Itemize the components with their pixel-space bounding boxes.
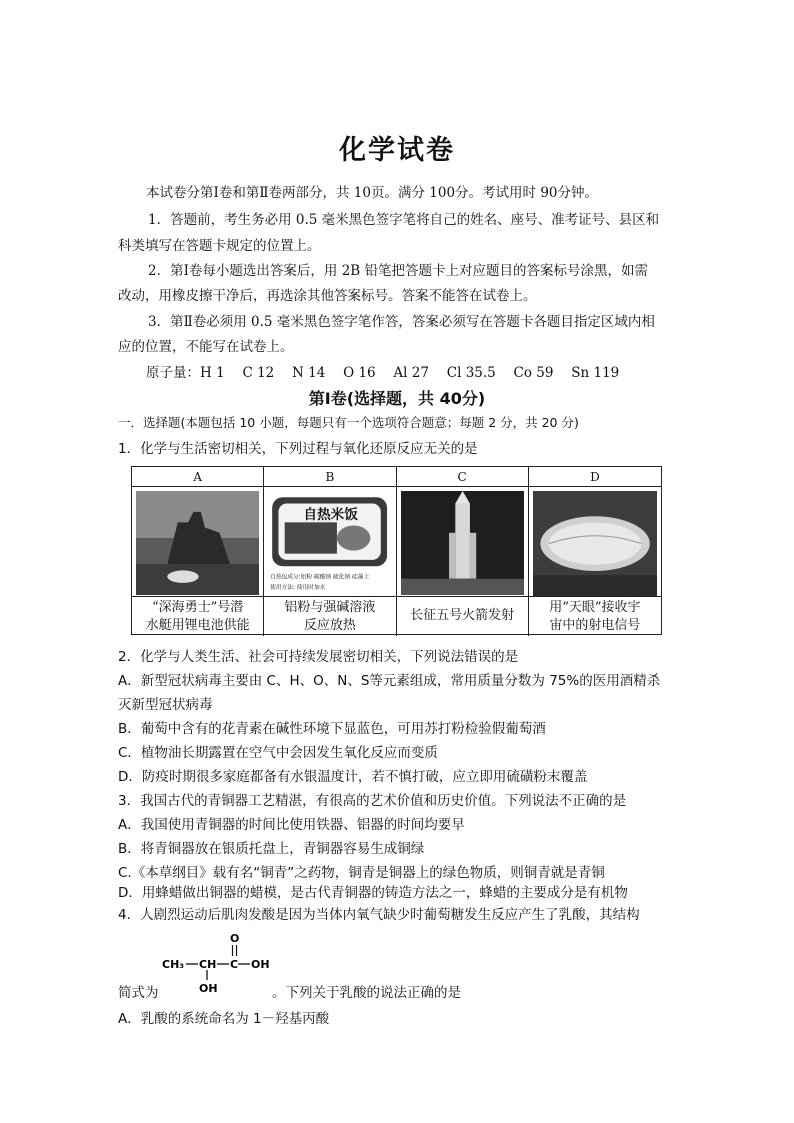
option-b-caption	[264, 597, 396, 636]
atomic-mass: 原子量：H 1 C 12 N 14 O 16 Al 27 Cl 35.5 Co 59 Sn 119	[146, 365, 620, 381]
option-b-header: B	[264, 467, 396, 487]
submarine-photo	[136, 491, 259, 595]
package-note-2: 使用方法: 使用时加水	[270, 585, 326, 592]
formula-oh: OH	[251, 958, 270, 971]
option-c-caption-line1: 长征五号火箭发射	[410, 608, 515, 623]
rocket-launch-photo	[401, 491, 524, 595]
formula-ch3: CH₃	[162, 958, 185, 971]
q2-option-a-cont: 灭新型冠状病毒	[118, 697, 213, 713]
q3-option-d: D．用蜂蜡做出铜器的蜡模，是古代青铜器的铸造方法之一，蜂蜡的主要成分是有机物	[118, 885, 628, 901]
q4-stem: 4．人剧烈运动后肌肉发酸是因为当体内氧气缺少时葡萄糖发生反应产生了乳酸，其结构	[118, 907, 640, 923]
formula-c: C	[230, 958, 239, 971]
q4-suffix: 。下列关于乳酸的说法正确的是	[272, 985, 461, 1001]
option-b-image	[264, 487, 396, 597]
intro-line: 本试卷分第Ⅰ卷和第Ⅱ卷两部分，共 10页。满分 100分。考试用时 90分钟。	[146, 185, 599, 201]
q2-option-d: D．防疫时期很多家庭都备有水银温度计，若不慎打破，应立即用硫磺粉末覆盖	[118, 769, 588, 785]
q3-option-c: C.《本草纲目》载有名“铜青”之药物，铜青是铜器上的绿色物质，则铜青就是青铜	[118, 865, 605, 881]
option-b-caption-line2: 反应放热	[303, 618, 356, 633]
option-a-image	[132, 487, 264, 597]
option-d-image	[529, 487, 661, 597]
q3-option-a: A．我国使用青铜器的时间比使用铁器、铝器的时间均要早	[118, 817, 465, 833]
q2-option-c: C．植物油长期露置在空气中会因发生氧化反应而变质	[118, 745, 438, 761]
option-c-image	[397, 487, 529, 597]
option-d-caption-line2: 宙中的射电信号	[549, 618, 641, 633]
q4-prefix: 简式为	[118, 985, 159, 1001]
option-a-caption-line2: 水艇用锂电池供能	[145, 618, 250, 633]
q1-figure-table	[131, 466, 662, 635]
part-heading: 一．选择题(本题包括 10 小题，每题只有一个选项符合题意；每题 2 分，共 20 分)	[118, 415, 579, 430]
option-b-caption-line1: 铝粉与强碱溶液	[284, 600, 376, 615]
q2-option-a: A．新型冠状病毒主要由 C、H、O、N、S等元素组成，常用质量分数为 75%的医用酒精杀	[118, 673, 661, 689]
rule-3: 3．第Ⅱ卷必须用 0.5 毫米黑色签字笔作答，答案必须写在答题卡各题目指定区域内相	[148, 314, 655, 330]
option-a-caption-line1: “深海勇士”号潜	[151, 600, 244, 615]
option-c-header: C	[397, 467, 529, 487]
q1-stem: 1．化学与生活密切相关，下列过程与氧化还原反应无关的是	[118, 441, 478, 457]
q3-stem: 3．我国古代的青铜器工艺精湛，有很高的艺术价值和历史价值。下列说法不正确的是	[118, 793, 627, 809]
package-brand: 自热米饭	[303, 507, 359, 524]
formula-oh-bottom: OH	[199, 982, 218, 995]
option-a-caption	[132, 597, 264, 636]
formula-o-top: O	[230, 932, 240, 945]
option-a-header: A	[132, 467, 264, 487]
package-note-1: 自热包成分:铝粉 碳酸钠 硫化钠 硅藻土	[270, 574, 370, 581]
option-c-caption	[397, 597, 529, 636]
rule-1: 1．答题前，考生务必用 0.5 毫米黑色签字笔将自己的姓名、座号、准考证号、县区和	[148, 212, 660, 228]
rule-2: 2．第Ⅰ卷每小题选出答案后，用 2B 铅笔把答题卡上对应题目的答案标号涂黑，如需	[148, 263, 649, 279]
q2-option-b: B．葡萄中含有的花青素在碱性环境下显蓝色，可用苏打粉检验假葡萄酒	[118, 721, 546, 737]
q3-option-b: B．将青铜器放在银质托盘上，青铜器容易生成铜绿	[118, 841, 425, 857]
section-heading: 第Ⅰ卷(选择题，共 40分)	[308, 389, 486, 408]
q2-stem: 2．化学与人类生活、社会可持续发展密切相关，下列说法错误的是	[118, 649, 519, 665]
rule-3-cont: 应的位置，不能写在试卷上。	[118, 339, 294, 355]
rule-1-cont: 科类填写在答题卡规定的位置上。	[118, 238, 321, 254]
q4-option-a: A．乳酸的系统命名为 1－羟基丙酸	[118, 1011, 330, 1027]
option-d-header: D	[529, 467, 661, 487]
option-d-caption	[529, 597, 661, 636]
formula-ch: CH	[199, 958, 217, 971]
page-title: 化学试卷	[339, 135, 455, 166]
option-d-caption-line1: 用“天眼”接收宇	[549, 600, 641, 615]
self-heating-rice-photo	[268, 491, 391, 595]
rule-2-cont: 改动，用橡皮擦干净后，再选涂其他答案标号。答案不能答在试卷上。	[118, 288, 537, 304]
fast-telescope-photo	[533, 491, 657, 596]
